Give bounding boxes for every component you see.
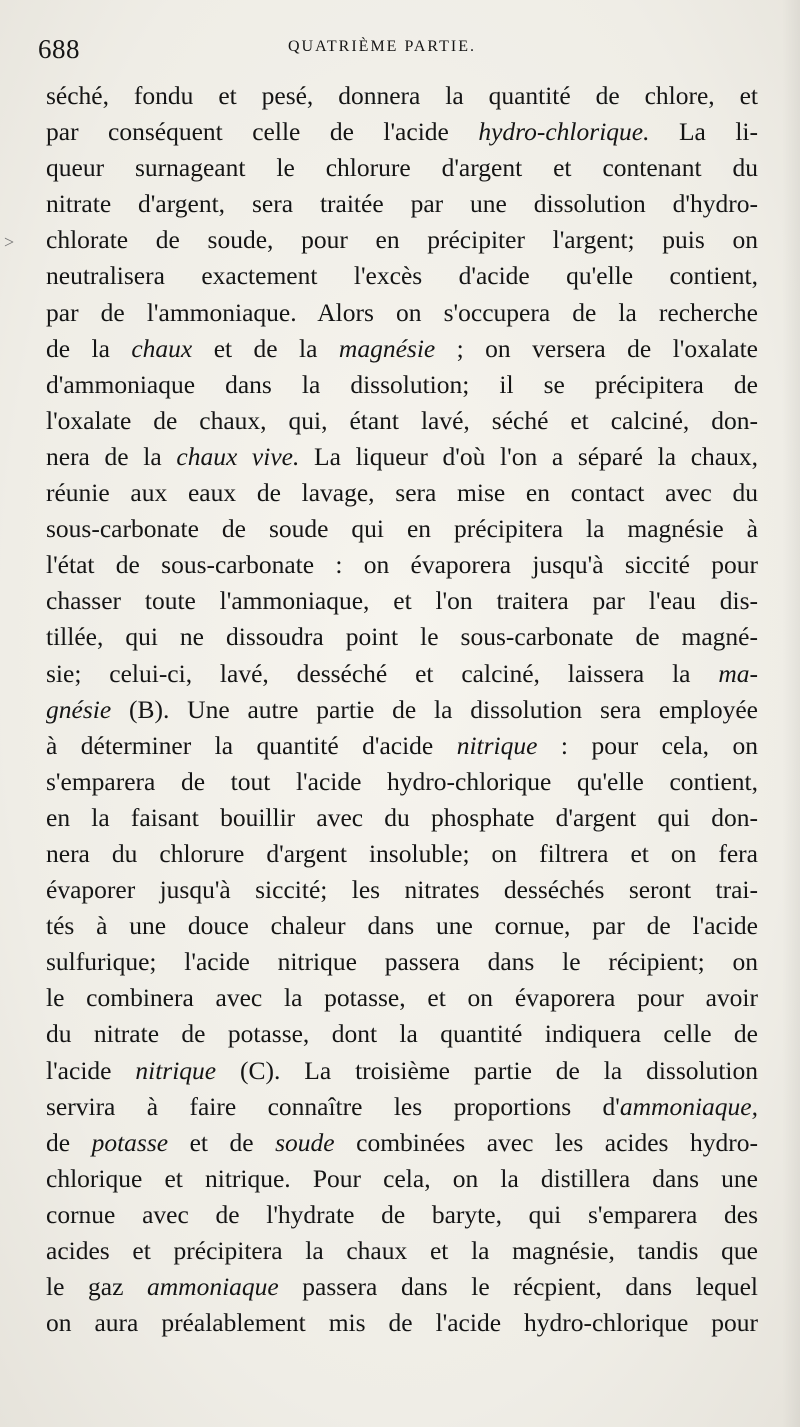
text-segment: sie; celui-ci, lavé, desséché et calciné, laissera la	[46, 658, 719, 688]
text-line	[46, 1269, 758, 1305]
text-segment: l'état de sous-carbonate : on évaporera jusqu'à siccité pour	[46, 550, 758, 580]
text-line	[46, 1053, 758, 1089]
text-segment: acides et précipitera la chaux et la magnésie, tandis que	[46, 1236, 758, 1265]
text-line	[46, 258, 758, 294]
text-segment: nera du chlorure d'argent insoluble; on filtrera et on fera	[46, 838, 758, 868]
text-line	[46, 403, 758, 439]
text-line	[46, 114, 758, 150]
italic-term: nitrique	[135, 1055, 217, 1085]
text-segment: à déterminer la quantité d'acide	[46, 730, 457, 760]
text-line	[46, 222, 758, 258]
text-line	[46, 1125, 758, 1161]
text-line	[46, 439, 758, 475]
text-line	[46, 692, 758, 728]
italic-term: soude	[275, 1127, 335, 1157]
text-segment: et de la	[192, 333, 339, 363]
text-segment: chlorique et nitrique. Pour cela, on la distillera dans une	[46, 1163, 758, 1193]
italic-term: ma-	[718, 658, 758, 688]
text-segment: l'oxalate de chaux, qui, étant lavé, séché et calciné, don-	[46, 405, 758, 435]
text-segment: cornue avec de l'hydrate de baryte, qui s'emparera des	[46, 1199, 758, 1229]
text-line	[46, 367, 758, 403]
text-segment: chasser toute l'ammoniaque, et l'on traitera par l'eau dis-	[46, 586, 758, 616]
text-line	[46, 511, 758, 547]
text-segment: de	[46, 1127, 92, 1157]
text-segment: : pour cela, on	[537, 730, 758, 760]
text-line	[46, 475, 758, 511]
text-line	[46, 872, 758, 908]
text-line	[46, 619, 758, 655]
text-segment: du nitrate de potasse, dont la quantité indiquera celle de	[46, 1019, 758, 1049]
text-line	[46, 1197, 758, 1233]
text-segment: queur surnageant le chlorure d'argent et contenant du	[46, 153, 758, 183]
italic-term: potasse	[91, 1127, 169, 1157]
text-line	[46, 728, 758, 764]
text-line	[46, 944, 758, 980]
page-header	[38, 34, 758, 64]
text-segment: tillée, qui ne dissoudra point le sous-carbonate de magné-	[46, 622, 758, 652]
margin-mark: >	[4, 232, 15, 252]
italic-term: gnésie	[46, 694, 112, 724]
text-line	[46, 1305, 758, 1341]
text-line	[46, 295, 758, 331]
text-line	[46, 908, 758, 944]
text-line	[46, 1233, 758, 1269]
text-line	[46, 764, 758, 800]
page-number: 688	[38, 34, 80, 64]
text-segment: chlorate de soude, pour en précipiter l'argent; puis on	[46, 225, 758, 255]
text-line	[46, 1161, 758, 1197]
text-segment: (B). Une autre partie de la dissolution sera employée	[111, 694, 758, 724]
text-line	[46, 836, 758, 872]
text-segment: servira à faire connaître les proportions d'	[46, 1091, 620, 1121]
italic-term: magnésie	[338, 333, 436, 363]
text-segment: (C). La troisième partie de la dissolution	[216, 1055, 759, 1085]
text-line	[46, 547, 758, 583]
text-segment: et de	[168, 1127, 276, 1157]
italic-term: ammoniaque	[146, 1272, 279, 1302]
text-segment: nera de la	[46, 441, 177, 471]
body-text	[46, 78, 758, 1341]
text-segment: s'emparera de tout l'acide hydro-chlorique qu'elle contient,	[46, 766, 758, 796]
italic-term: nitrique	[456, 730, 538, 760]
text-segment: neutralisera exactement l'excès d'acide qu'elle contient,	[46, 261, 758, 291]
italic-term: chaux vive.	[176, 441, 300, 471]
text-segment: réunie aux eaux de lavage, sera mise en contact avec du	[46, 478, 758, 508]
text-segment: par de l'ammoniaque. Alors on s'occupera de la recherche	[46, 297, 758, 327]
text-segment: passera dans le récpient, dans lequel	[278, 1272, 758, 1302]
text-line	[46, 800, 758, 836]
text-segment: de la	[46, 333, 132, 363]
text-segment: le combinera avec la potasse, et on évaporera pour avoir	[46, 983, 758, 1013]
text-line	[46, 186, 758, 222]
text-segment: sulfurique; l'acide nitrique passera dans le récipient; on	[46, 947, 758, 977]
text-segment: nitrate d'argent, sera traitée par une dissolution d'hydro-	[46, 189, 758, 219]
text-segment: sous-carbonate de soude qui en précipitera la magnésie à	[46, 514, 758, 544]
italic-term: ammoniaque,	[619, 1091, 758, 1121]
text-line	[46, 1089, 758, 1125]
text-segment: séché, fondu et pesé, donnera la quantité de chlore, et	[46, 81, 758, 110]
text-line	[46, 331, 758, 367]
text-line	[46, 150, 758, 186]
italic-term: hydro-chlorique.	[478, 117, 650, 147]
text-line	[46, 656, 758, 692]
text-segment: La liqueur d'où l'on a séparé la chaux,	[299, 441, 758, 471]
text-segment: tés à une douce chaleur dans une cornue, par de l'acide	[46, 911, 758, 941]
text-segment: évaporer jusqu'à siccité; les nitrates desséchés seront trai-	[46, 875, 758, 905]
italic-term: chaux	[131, 333, 193, 363]
page-edge-shadow	[782, 0, 800, 1427]
text-line	[46, 980, 758, 1016]
text-segment: le gaz	[46, 1272, 147, 1302]
text-segment: La li-	[649, 117, 758, 147]
text-segment: par conséquent celle de l'acide	[46, 117, 479, 147]
text-segment: d'ammoniaque dans la dissolution; il se précipitera de	[46, 369, 758, 399]
text-segment: en la faisant bouillir avec du phosphate d'argent qui don-	[46, 802, 758, 832]
text-line	[46, 1016, 758, 1052]
text-line	[46, 78, 758, 114]
text-segment: combinées avec les acides hydro-	[334, 1127, 758, 1157]
running-head: QUATRIÈME PARTIE.	[288, 38, 477, 55]
text-segment: l'acide	[46, 1055, 136, 1085]
text-line	[46, 583, 758, 619]
text-segment: ; on versera de l'oxalate	[435, 333, 758, 363]
text-segment: on aura préalablement mis de l'acide hydro-chlorique pour	[46, 1308, 758, 1338]
